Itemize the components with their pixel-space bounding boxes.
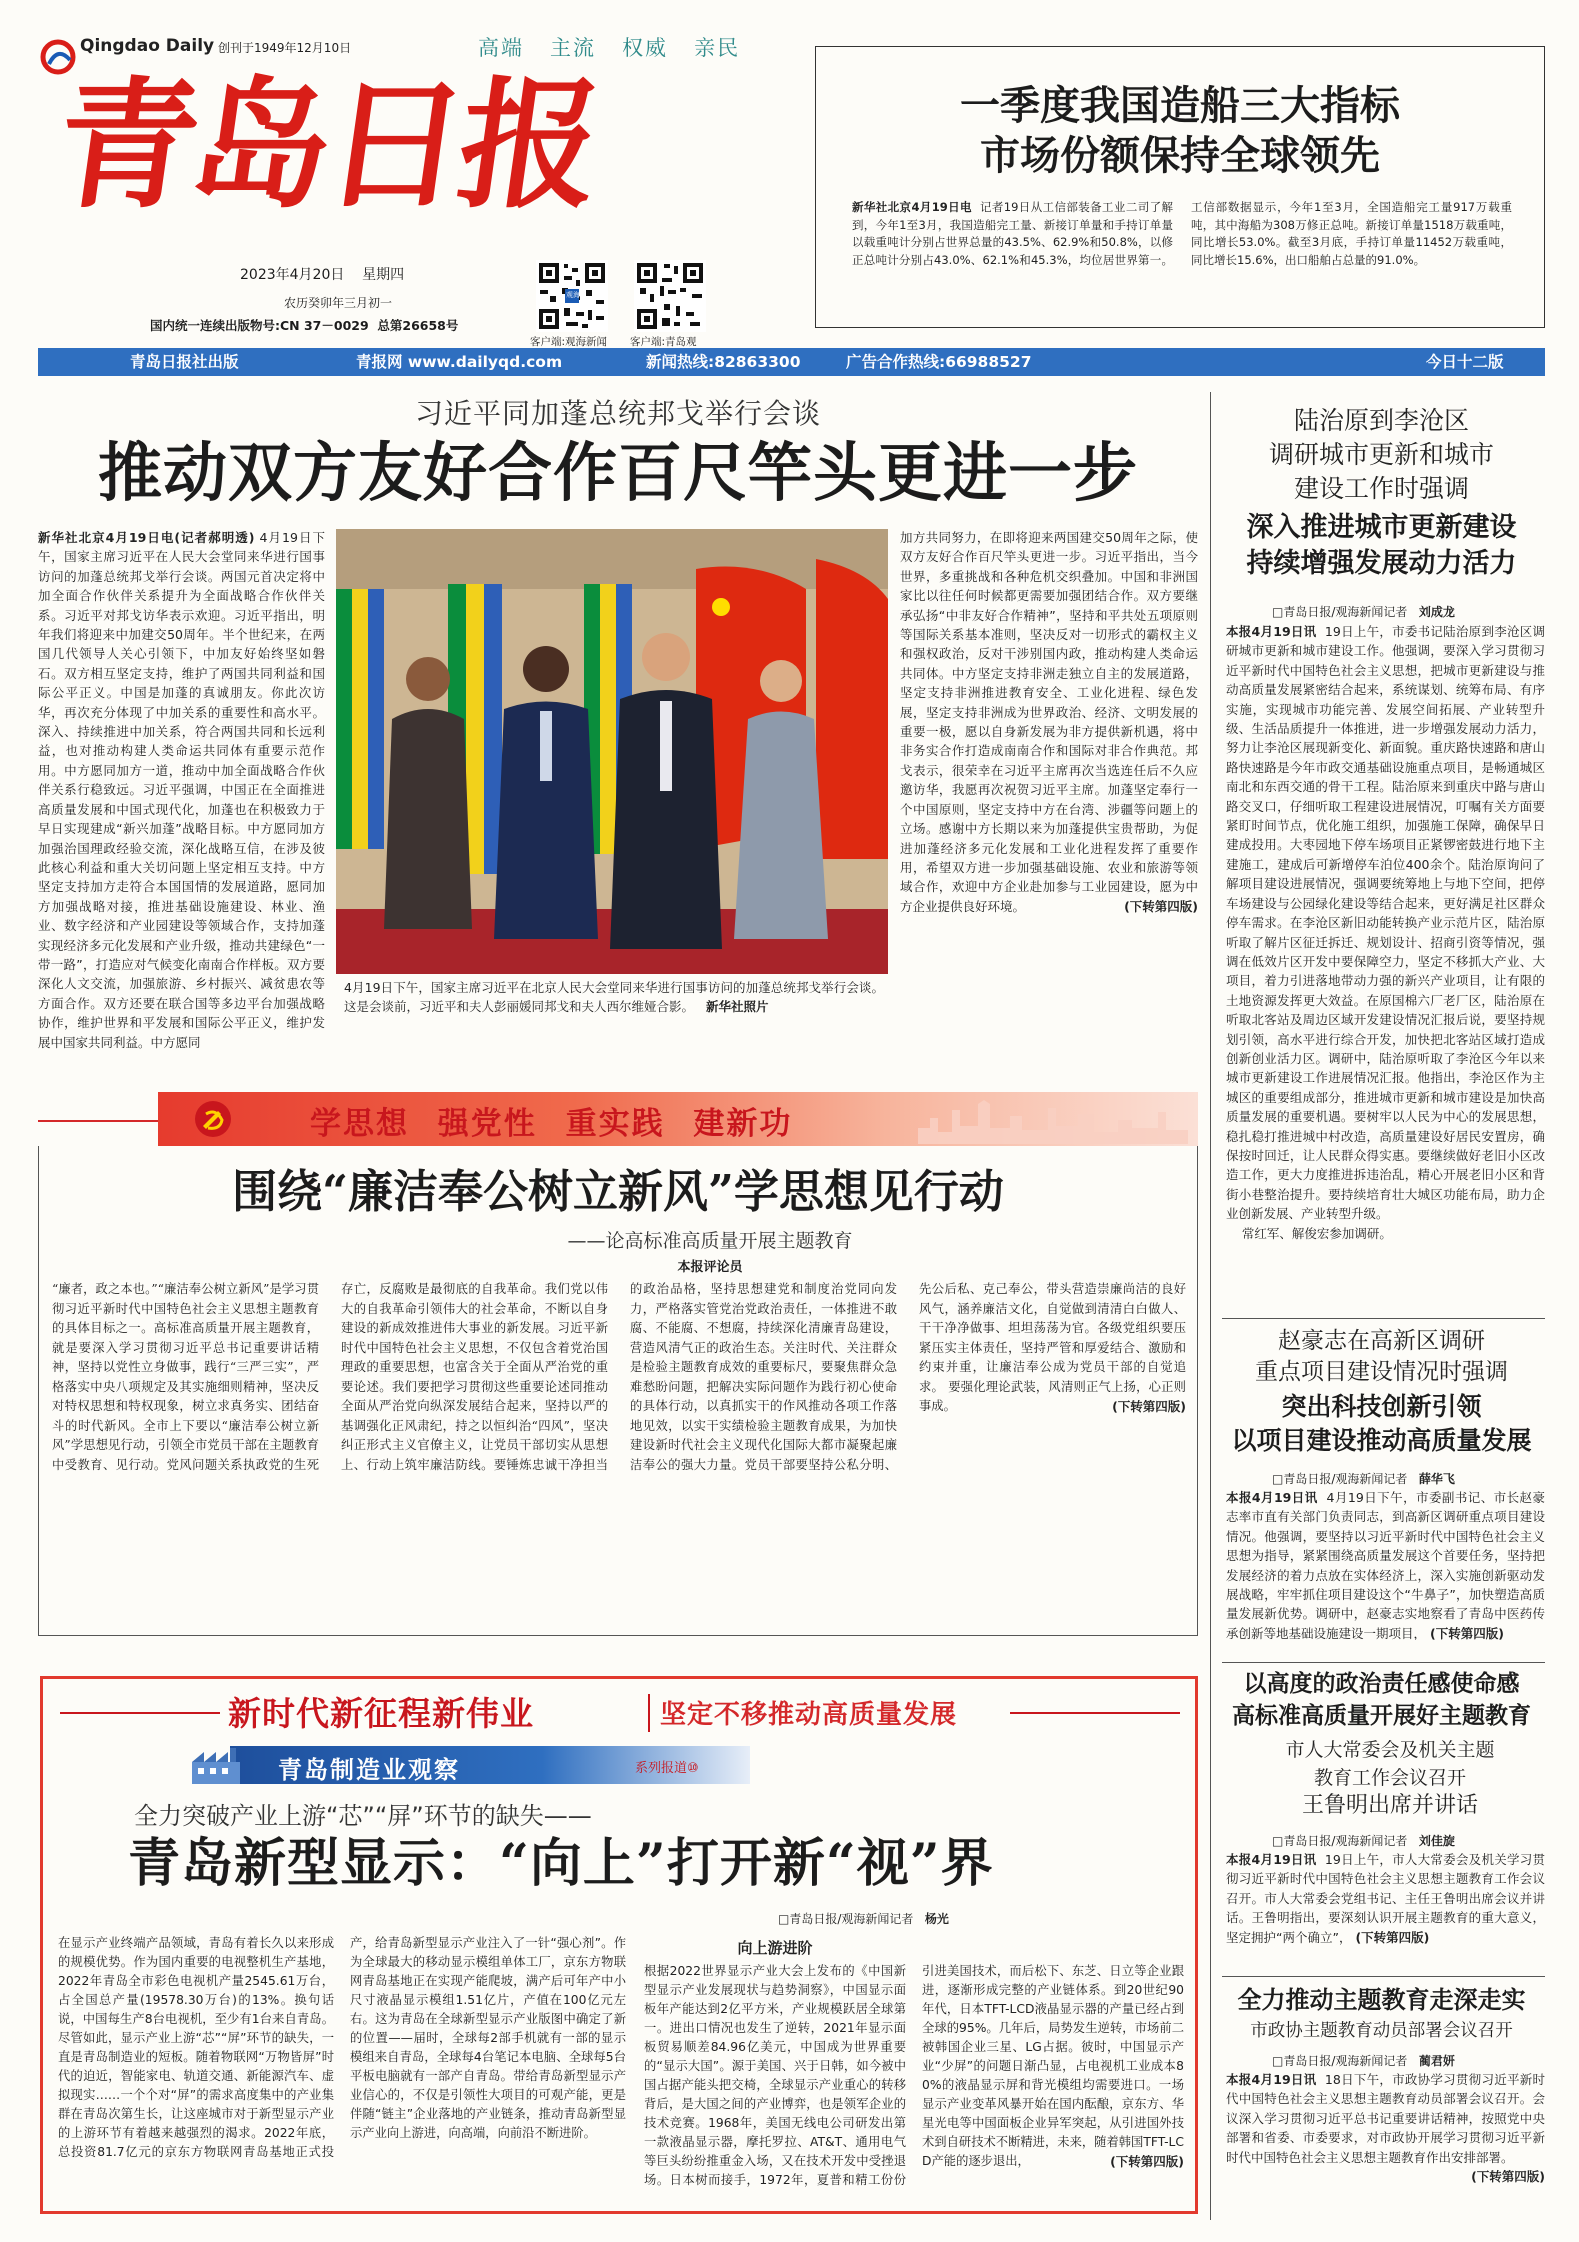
masthead-english-name: Qingdao Daily <box>80 36 215 56</box>
factory-icon <box>190 1746 242 1786</box>
leaders-photo-icon <box>336 529 888 974</box>
side4-title: 全力推动主题教育走深走实 <box>1237 1985 1526 2014</box>
side2-pre: 赵豪志在高新区调研 重点项目建设情况时强调 <box>1255 1328 1508 1385</box>
study-banner <box>158 1092 1198 1146</box>
lead-body-right: 加方共同努力，在即将迎来两国建交50周年之际，使双方友好合作百尺竿头更进一步。习近平指出，当今世界，多重挑战和各种危机交织叠加。中国和非洲国家比以往任何时候都更需要加强团结合作。双方要继承弘扬“中非友好合作精神”，坚持和平共处五项原则等国际关系基本准则，坚决反对一切形式的霸权主义和强权政治，反对干涉别国内政，推动构建人类命运共同体。中方坚定支持非洲走独立自主的发展道路，坚定支持非洲推进教育安全、工业化进程、绿色发展，坚定支持非洲成为世界政治、经济、文明发展的重要一极，愿以自身新发展为非方提供新机遇，将中非务实合作打造成南南合作和国际对非合作典范。邦戈表示，很荣幸在习近平主席再次当选连任后不久应邀访华，我愿再次祝贺习近平主席。加蓬坚定奉行一个中国原则，坚定支持中方在台湾、涉疆等问题上的立场。感谢中方长期以来为加蓬提供宝贵帮助，为促进加蓬经济多元化发展和工业化进程发挥了重要作用，希望双方进一步加强基础设施、农业和旅游等领域合作，欢迎中方企业赴加参与工业园建设，愿为中方企业提供良好环境。 (下转第四版) <box>900 528 1198 1048</box>
qr-code-caption: 客户端:观海新闻 <box>530 336 608 348</box>
lead-subtitle: 习近平同加蓬总统邦戈举行会谈 <box>414 397 821 430</box>
side4-pre: 市政协主题教育动员部署会议召开 <box>1250 2021 1513 2041</box>
series-label: 系列报道⑩ <box>635 1761 699 1776</box>
masthead <box>38 14 818 348</box>
continued-label: (下转第四版) <box>1112 1399 1186 1414</box>
gabon-flag-icon <box>336 589 384 849</box>
feature-subtitle: 全力突破产业上游“芯”“屏”环节的缺失—— <box>134 1802 592 1830</box>
city-skyline-icon <box>918 1098 1188 1144</box>
side2-byline: □青岛日报/观海新闻记者 薛华飞 <box>1272 1472 1455 1486</box>
continued-label: (下转第四版) <box>1355 1929 1430 1945</box>
manufacturing-column-label <box>230 1746 750 1784</box>
party-emblem-icon <box>194 1100 232 1138</box>
feature-section-head: 向上游进阶 <box>737 1939 813 1957</box>
website-link[interactable]: 青报网 www.dailyqd.com <box>356 353 563 371</box>
side4-byline: □青岛日报/观海新闻记者 蔺君妍 <box>1272 2054 1455 2068</box>
commentary-author: 本报评论员 <box>677 1260 743 1275</box>
masthead-founded: 创刊于1949年12月10日 <box>218 41 352 55</box>
side2-title: 突出科技创新引领 以项目建设推动高质量发展 <box>1231 1392 1532 1455</box>
top-story-box <box>815 46 1545 328</box>
masthead-slogan: 高端 主流 权威 亲民 <box>478 36 741 60</box>
side3-byline: □青岛日报/观海新闻记者 刘佳旋 <box>1272 1834 1455 1848</box>
side2-body: 本报4月19日讯 4月19日下午，市委副书记、市长赵豪志率市直有关部门负责同志，到高新区调研重点项目建设情况。他强调，要坚持以习近平新时代中国特色社会主义思想为指导，紧紧围绕高质量发展这个首要任务，坚持把发展经济的着力点放在实体经济上，深入实施创新驱动发展战略，牢牢抓住项目建设这个“牛鼻子”，加快塑造高质量发展新优势。调研中，赵豪志实地察看了青岛中医药传承创新等地基础设施建设一期项目， (下转第四版) <box>1226 1490 1545 1640</box>
feature-byline: □青岛日报/观海新闻记者 杨光 <box>778 1912 949 1926</box>
top-story-body: 新华社北京4月19日电 记者19日从工信部装备工业二司了解到，今年1至3月，我国造船完工量、新接订单量和手持订单量以载重吨计分别占世界总量的43.5%、62.9%和50.8%，以修正总吨计分别占43.0%、62.1%和45.3%，均位居世界第一。工信部数据显示，今年1至3月，全国造船完工量917万载重吨，其中海船为308万修正总吨。新接订单量1518万载重吨，同比增长53.0%。截至3月底，手持订单量11452万载重吨，同比增长15.6%，出口船舶占总量的91.0%。 <box>852 200 1512 267</box>
feature-banner-right: 坚定不移推动高质量发展 <box>660 1700 958 1730</box>
continued-label: (下转第四版) <box>1110 2154 1184 2169</box>
continued-label: (下转第四版) <box>1124 898 1198 914</box>
publisher-label: 青岛日报社出版 <box>130 353 239 371</box>
side1-title: 深入推进城市更新建设 持续增强发展动力活力 <box>1246 512 1517 579</box>
page-count: 今日十二版 <box>1426 353 1504 371</box>
side1-pre: 陆治原到李沧区 调研城市更新和城市 建设工作时强调 <box>1268 406 1494 503</box>
lead-title: 推动双方友好合作百尺竿头更进一步 <box>98 436 1138 511</box>
ad-hotline: 广告合作热线:66988527 <box>846 353 1032 371</box>
lead-photo <box>336 529 888 974</box>
top-story-title: 一季度我国造船三大指标 市场份额保持全球领先 <box>960 82 1400 179</box>
feature-body-right-container <box>644 1934 1184 2202</box>
column-name: 青岛制造业观察 <box>278 1756 460 1784</box>
commentary-title: 围绕“廉洁奉公树立新风”学思想见行动 <box>232 1165 1004 1218</box>
feature-title: 青岛新型显示：“向上”打开新“视”界 <box>128 1833 994 1894</box>
continued-label: (下转第四版) <box>1471 2169 1545 2185</box>
feature-body-left: 在显示产业终端产品领域，青岛有着长久以来形成的规模优势。作为国内重要的电视整机生产基地，2022年青岛全市彩色电视机产量2545.61万台，占全国总产量(19578.30万台)的13%。换句话说，中国每生产8台电视机，至少有1台来自青岛。尽管如此，显示产业上游“芯”“屏”环节的缺失，一直是青岛制造业的短板。随着物联网“万物皆屏”时代的迫近，智能家电、轨道交通、新能源汽车、虚拟现实……一个个对“屏”的需求高度集中的产业集群在青岛次第生长，让这座城市对于新型显示产业的上游环节有着越来越强烈的渴求。2022年底，总投资81.7亿元的京东方物联网青岛基地正式投产，给青岛新型显示产业注入了一针“强心剂”。作为全球最大的移动显示模组单体工厂，京东方物联网青岛基地正在实现产能爬坡，满产后可年产中小尺寸液晶显示模组1.51亿片，产值在100亿元左右。这为青岛在全球新型显示产业版图中确定了新的位置——届时，全球每2部手机就有一部的显示模组来自青岛，全球每4台笔记本电脑、全球每5台平板电脑就有一部产自青岛。带给青岛新型显示产业信心的，不仅是引领性大项目的可观产能，更是伴随“链主”企业落地的产业链条，推动青岛新型显示产业向上游进，向高端，向前沿不断进阶。 <box>58 1936 626 2159</box>
side1-byline: □青岛日报/观海新闻记者 刘成龙 <box>1272 605 1455 619</box>
commentary-body: “廉者，政之本也。”“廉洁奉公树立新风”是学习贯彻习近平新时代中国特色社会主义思想主题教育的具体目标之一。高标准高质量开展主题教育，就是要深入学习贯彻习近平总书记重要讲话精神，坚持以党性立身做事，践行“三严三实”，严格落实中央八项规定及其实施细则精神，坚决反对特权思想和特权现象，树立求真务实、团结奋斗的时代新风。全市上下要以“廉洁奉公树立新风”学思想见行动，引领全市党员干部在主题教育中受教育、见行动。党风问题关系执政党的生死存亡，反腐败是最彻底的自我革命。我们党以伟大的自我革命引领伟大的社会革命，不断以自身建设的新成效推进伟大事业的新发展。习近平新时代中国特色社会主义思想，不仅包含着党治国理政的重要思想，也富含关于全面从严治党的重要论述。我们要把学习贯彻这些重要论述同推动全面从严治党向纵深发展结合起来，坚持以严的基调强化正风肃纪，持之以恒纠治“四风”，坚决纠正形式主义官僚主义，让党员干部切实从思想上、行动上筑牢廉洁防线。要锤炼忠诚干净担当的政治品格，坚持思想建党和制度治党同向发力，严格落实管党治党政治责任，一体推进不敢腐、不能腐、不想腐，持续深化清廉青岛建设，营造风清气正的政治生态。关注时代、关注群众是检验主题教育成效的重要标尺，要聚焦群众急难愁盼问题，把解决实际问题作为践行初心使命的具体行动，以真抓实干的作风推动各项工作落地见效，以实干实绩检验主题教育成果，为加快建设新时代社会主义现代化国际大都市凝聚起廉洁奉公的强大力量。党员干部要坚持公私分明、先公后私、克己奉公，带头营造崇廉尚洁的良好风气，涵养廉洁文化，自觉做到清清白白做人、干干净净做事、坦坦荡荡为官。各级党组织要压紧压实主体责任，坚持严管和厚爱结合、激励和约束并重，让廉洁奉公成为党员干部的自觉追求。 要强化理论武装，风清则正气上扬，心正则事成。 (下转第四版) <box>52 1282 1186 1472</box>
qr-code-caption: 客户端:青岛观 <box>630 336 697 348</box>
info-bar <box>38 348 1545 376</box>
side4-body: 本报4月19日讯 18日下午，市政协学习贯彻习近平新时代中国特色社会主义思想主题教育动员部署会议召开。会议深入学习贯彻习近平总书记重要讲话精神，按照党中央部署和省委、市委要求，对市政协开展学习贯彻习近平新时代中国特色社会主义思想主题教育作出安排部署。 (下转第四版) <box>1226 2070 1545 2210</box>
side3-body: 本报4月19日讯 19日上午，市人大常委会及机关学习贯彻习近平新时代中国特色社会主义思想主题教育工作会议召开。市人大常委会党组书记、主任王鲁明出席会议并讲话。王鲁明指出，要深刻认识开展主题教育的重大意义，坚定拥护“两个确立”， (下转第四版) <box>1226 1852 1545 1945</box>
masthead-lunar: 农历癸卯年三月初一 <box>284 296 393 310</box>
news-hotline: 新闻热线:82863300 <box>646 353 801 371</box>
side1-body: 本报4月19日讯 19日上午，市委书记陆治原到李沧区调研城市更新和城市建设工作。他强调，要深入学习贯彻习近平新时代中国特色社会主义思想，把城市更新建设与推动高质量发展紧密结合起来，系统谋划、统筹布局、有序实施，实现城市功能完善、发展空间拓展、产业转型升级、生活品质提升一体推进，进一步增强发展动力活力，努力让李沧区展现新变化、新面貌。重庆路快速路和唐山路快速路是今年市政交通基础设施重点项目，是畅通城区南北和东西交通的骨干工程。陆治原来到重庆中路与唐山路交叉口，仔细听取工程建设进展情况，叮嘱有关方面要紧盯时间节点，优化施工组织，加强施工保障，确保早日建成投用。大枣园地下停车场项目正紧锣密鼓进行地下主建施工，建成后可新增停车泊位400余个。陆治原询问了解项目建设进展情况，强调要统筹地上与地下空间，把停车场建设与公园绿化建设等结合起来，更好满足社区群众停车需求。在李沧区新旧动能转换产业示范片区，陆治原听取了解片区征迁拆迁、规划设计、招商引资等情况，强调在低效片区开发中要保障空力，坚定不移抓大产业、大项目，着力引进落地带动力强的新兴产业项目，让有限的土地资源发挥更大效益。在原国棉六厂老厂区，陆治原在听取北客站及周边区域开发建设情况汇报后说，要坚持规划引领，高水平进行综合开发，加快把北客站区域打造成创新创业活力区。调研中，陆治原听取了李沧区今年以来城市更新建设工作进展情况汇报。他指出，李沧区作为主城区的重要组成部分，推进城市更新和城市建设是加快高质量发展的重要机遇。要树牢以人民为中心的发展思想，稳扎稳打推进城中村改造，高质量建设好居民安置房，确保按时回迁，让人民群众得实惠。要继续做好老旧小区改造工作，更大力度推进拆违治乱，精心开展老旧小区和背街小巷整治提升。要持续培育壮大城区功能布局，助力企业创新发展、产业转型升级。 常红军、解俊宏参加调研。 <box>1226 624 1545 1241</box>
masthead-issn: 国内统一连续出版物号:CN 37－0029 总第26658号 <box>150 318 459 333</box>
continued-label: (下转第四版) <box>1430 1625 1504 1640</box>
commentary-subtitle: ——论高标准高质量开展主题教育 <box>567 1230 853 1252</box>
lead-body-left: 新华社北京4月19日电(记者郝明透) 4月19日下午，国家主席习近平在人民大会堂同来华进行国事访问的加蓬总统邦戈举行会谈。两国元首决定将中加全面合作伙伴关系提升为全面战略合作伙伴关系。习近平对邦戈访华表示欢迎。习近平指出，明年我们将迎来中加建交50周年。半个世纪来，在两国几代领导人关心引领下，中加友好始终坚如磐石。双方相互坚定支持，维护了两国共同利益和国际公平正义。中国是加蓬的真诚朋友。你此次访华，再次充分体现了中加关系的重要性和高水平。深入、持续推进中加关系，符合两国共同和长远利益，也对推动构建人类命运共同体有重要示范作用。中方愿同加方一道，推动中加全面战略合作伙伴关系行稳致远。习近平强调，中国正在全面推进高质量发展和中国式现代化，加蓬也在积极致力于早日实现建成“新兴加蓬”战略目标。中方愿同加方加强治国理政经验交流，深化战略互信，在涉及彼此核心利益和重大关切问题上坚定相互支持。中方坚定支持加方走符合本国国情的发展道路，愿同加方加强战略对接，推进基础设施建设、林业、渔业、数字经济和产业园建设等领域合作，支持加蓬实现经济多元化发展和产业升级，推动共建绿色“一带一路”，打造应对气候变化南南合作样板。双方要深化人文交流，加强旅游、乡村振兴、减贫患农等方面合作。双方还要在联合国等多边平台加强战略协作，维护世界和平发展和国际公平正义，维护发展中国家共同利益。中方愿同 <box>38 530 325 1050</box>
banner-text: 学思想 强党性 重实践 建新功 <box>310 1106 793 1142</box>
photo-caption: 4月19日下午，国家主席习近平在北京人民大会堂同来华进行国事访问的加蓬总统邦戈举行会谈。这是会谈前，习近平和夫人彭丽媛同邦戈和夫人西尔维娅合影。 新华社照片 <box>344 980 884 1015</box>
qr-code-mark: 观海 <box>566 291 580 299</box>
side3-title: 以高度的政治责任感使命感 高标准高质量开展好主题教育 <box>1232 1670 1531 1729</box>
masthead-date: 2023年4月20日 星期四 <box>240 267 405 283</box>
masthead-title: 青岛日报 <box>46 64 606 228</box>
feature-banner-left: 新时代新征程新伟业 <box>228 1694 534 1733</box>
qr-code-icon <box>634 260 706 332</box>
side3-pre: 市人大常委会及机关主题 教育工作会议召开 王鲁明出席并讲话 <box>1285 1739 1495 1818</box>
feature-body-right: 根据2022世界显示产业大会上发布的《中国新型显示产业发展现状与趋势洞察》，中国显示面板年产能达到2亿平方米，产业规模跃居全球第一。进出口情况也发生了逆转，2021年显示面板贸易顺差84.96亿美元，中国成为世界重要的“显示大国”。源于美国、兴于日韩，如今被中国占据产能头把交椅，全球显示产业重心的转移背后，是大国之间的产业博弈，也是领军企业的技术竞赛。1968年，美国无线电公司研发出第一款液晶显示器，摩托罗拉、AT&T、通用电气等巨头纷纷推重金入场，又在技术开发中受挫退场。日本树而接手，1972年，夏普和精工份份引进美国技术，而后松下、东芝、日立等企业跟进，逐渐形成完整的产业链体系。到20世纪90年代，日本TFT-LCD液晶显示器的产量已经占到全球的95%。几年后，局势发生逆转，市场前二被韩国企业三星、LG占据。彼时，中国显示产业“少屏”的问题日渐凸显，占电视机工业成本80%的液晶显示屏和背光模组均需要进口。一场显示产业变革风暴开始在国内酝酿，京东方、华星光电等中国面板企业异军突起，从引进国外技术到自研技术不断精进，未来，随着韩国TFT-LCD产能的逐步退出， (下转第四版) <box>644 1964 1184 2187</box>
